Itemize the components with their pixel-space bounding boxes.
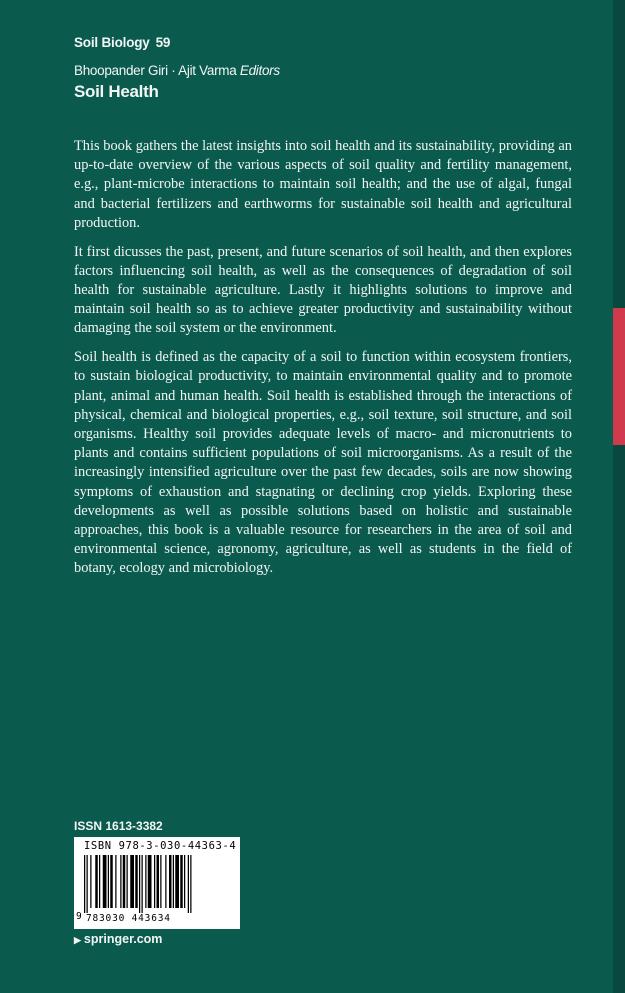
editors-line: [74, 63, 280, 78]
barcode-bar: [120, 855, 121, 908]
blurb: [74, 137, 572, 588]
barcode-bar: [103, 855, 107, 908]
barcode-bar: [145, 855, 146, 908]
editor-names: Bhoopander Giri · Ajit Varma: [74, 63, 237, 78]
springer-link-text: springer.com: [83, 932, 163, 946]
barcode-bar: [123, 855, 126, 908]
barcode-bar: [108, 855, 109, 908]
barcode-bar: [190, 855, 191, 913]
barcode-bar: [173, 855, 174, 908]
barcode-bar: [127, 855, 128, 908]
barcode-bar: [184, 855, 185, 908]
barcode-bar: [115, 855, 116, 908]
barcode-bar: [135, 855, 138, 908]
barcode-bar: [154, 855, 155, 908]
blurb-paragraph: It first dicusses the past, present, and future scenarios of soil health, and then explores factors influencing soil health, as well as the consequences of degradation of soil health for sustainable agriculture. Lastly it highlights solutions to improve and maintain soil health so as to achieve greater productivity and sustainability without damaging the soil system or the environment.: [74, 243, 572, 337]
barcode-bar: [139, 855, 140, 913]
barcode-bar: [160, 855, 161, 908]
barcode-bar: [169, 855, 172, 908]
barcode-bar: [130, 855, 134, 908]
barcode-bar: [180, 855, 183, 908]
ean-first-digit: 9: [76, 911, 82, 922]
barcode-bar: [99, 855, 100, 908]
barcode: [74, 837, 240, 929]
barcode-bar: [148, 855, 152, 908]
barcode-bar: [165, 855, 166, 908]
series-name: Soil Biology: [74, 35, 150, 50]
series-line: [74, 35, 170, 50]
isbn-text: ISBN 978-3-030-44363-4: [84, 840, 237, 852]
red-accent-tab: [613, 308, 625, 445]
barcode-bar: [110, 855, 113, 908]
springer-link[interactable]: [74, 932, 162, 946]
barcode-bars: [84, 855, 234, 913]
barcode-bar: [95, 855, 98, 908]
spine-edge: [613, 0, 625, 993]
barcode-bar: [175, 855, 179, 908]
arrow-icon: ▶: [74, 935, 81, 945]
barcode-bar: [90, 855, 91, 908]
blurb-paragraph: This book gathers the latest insights into soil health and its sustainability, providing an up-to-date overview of the various aspects of soil quality and fertility management, e.g., plant-microbe interactions to maintain soil health; and the use of algal, fungal and bacterial fertilizers and earthworms for sustainable soil health and agricultural production.: [74, 138, 572, 231]
barcode-bar: [142, 855, 143, 913]
editors-role: Editors: [239, 63, 280, 78]
barcode-bar: [84, 855, 85, 913]
series-number: 59: [155, 35, 171, 50]
book-title: Soil Health: [74, 82, 159, 101]
barcode-bar: [157, 855, 160, 908]
issn: ISSN 1613-3382: [74, 819, 163, 833]
barcode-bar: [188, 855, 189, 913]
ean-digits: 783030 443634: [86, 913, 236, 924]
barcode-bar: [87, 855, 88, 913]
blurb-paragraph: Soil health is defined as the capacity of a soil to function within ecosystem frontiers, to sustain biological productivity, to maintain environmental quality and to promote plant, animal and human health. Soil health is established through the interactions of physical, chemical and biological properties, e.g., soil texture, soil structure, and soil organisms. Healthy soil provides adequate levels of macro- and micronutrients to plants and contains sufficient populations of soil microorganisms. As a result of the increasingly intensified agriculture over the past few decades, soils are now showing symptoms of exhaustion and stagnating or declining crop yields. Exploring these developments as well as possible solutions based on holistic and sustainable approaches, this book is a valuable resource for researchers in the area of soil and environmental science, agronomy, agriculture, as well as students in the field of botany, ecology and microbiology.: [74, 349, 572, 577]
